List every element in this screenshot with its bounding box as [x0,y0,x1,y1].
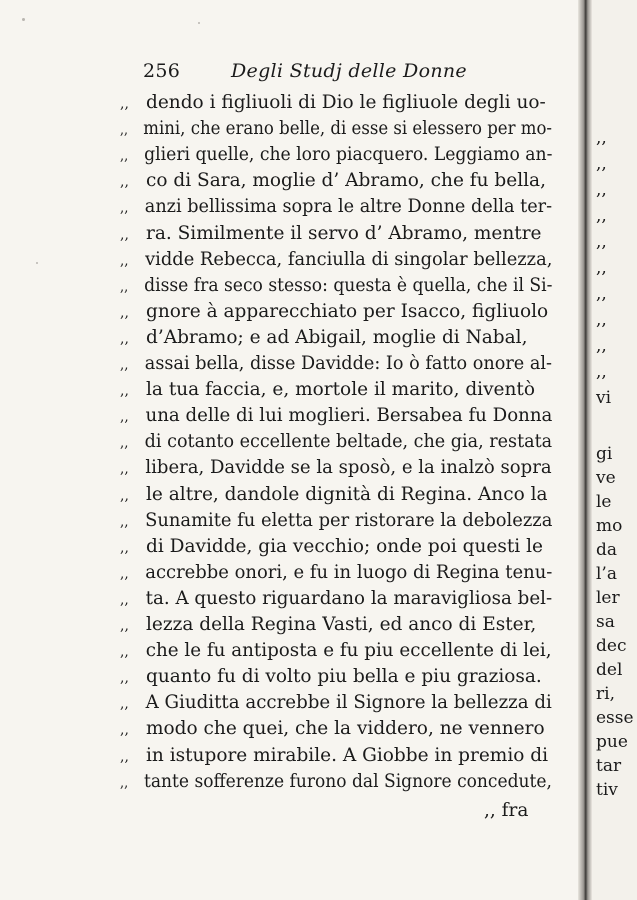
quote-mark: ,, [120,96,129,112]
text-line [120,508,553,533]
line-text: la tua faccia, e, mortole il marito, diventò [146,379,535,401]
right-page-fragment: mo [596,516,623,536]
right-page-fragment: dec [596,636,627,656]
text-line [120,299,552,324]
line-text: accrebbe onori, e fu in luogo di Regina tenu- [145,561,553,583]
quote-mark: ,, [120,330,129,347]
line-text: in istupore mirabile. A Giobbe in premio di [146,744,549,766]
line-text: Sunamite fu eletta per ristorare la debolezza [145,509,553,531]
right-page-fragment: ,, [596,310,607,330]
text-line [120,273,553,298]
text-line [120,221,552,246]
right-page-fragment: ,, [596,128,607,148]
quote-mark: ,, [120,435,129,452]
quote-mark: ,, [120,722,129,739]
text-line [120,455,552,480]
line-text: glieri quelle, che loro piacquero. Leggiamo an- [144,144,553,166]
right-page-fragment: vi [596,388,612,408]
text-line [120,638,552,663]
text-line [120,690,552,715]
line-text: lezza della Regina Vasti, ed anco di Ester, [146,614,537,635]
right-page-fragment: ,, [596,284,607,304]
right-page-fragment: ve [596,468,616,488]
line-text: quanto fu di volto piu bella e piu graziosa. [146,666,542,688]
text-line [120,116,553,141]
running-title: Degli Studj delle Donne [231,60,467,82]
text-line [120,743,552,768]
book-gutter [578,0,592,900]
line-text: di cotanto eccellente beltade, che gia, restata [144,431,553,453]
quote-mark: ,, [120,278,129,295]
text-line [120,586,553,611]
line-text: ta. A questo riguardano la maravigliosa bel- [145,587,553,609]
line-text: una delle di lui moglieri. Bersabea fu Donna [145,405,553,427]
line-text: le altre, dandole dignità di Regina. Anco la [146,483,548,505]
line-text: ra. Similmente il servo d’ Abramo, mentre [146,222,542,244]
line-text: co di Sara, moglie d’ Abramo, che fu bella, [146,170,546,192]
text-line [120,403,553,428]
quote-mark: ,, [120,122,128,139]
text-line [120,194,553,219]
right-page-fragment: le [596,492,612,512]
right-page-fragment: tar [596,756,622,776]
text-line [120,429,553,454]
quote-mark: ,, [120,357,129,373]
quote-mark: ,, [120,383,129,400]
quote-mark: ,, [120,618,129,634]
right-page-fragment: ,, [596,154,607,174]
text-line [120,560,553,585]
line-text: assai bella, disse Davidde: Io ò fatto onore al- [144,353,552,374]
quote-mark: ,, [120,461,129,478]
right-page-fragment: l’a [596,564,617,584]
catchword: ,, fra [484,800,529,821]
text-line [120,168,552,193]
text-line [120,769,552,794]
text-line [120,716,552,741]
line-text: che le fu antiposta e fu piu eccellente di lei, [145,640,552,662]
text-line [120,612,552,637]
line-text: modo che quei, che la viddero, ne vennero [146,718,545,740]
text-line [120,534,552,559]
quote-mark: ,, [120,748,129,765]
text-line [120,377,552,402]
line-text: mini, che erano belle, di esse si elessero per mo- [143,118,553,140]
right-page-fragment: ,, [596,206,607,226]
quote-mark: ,, [120,304,129,321]
quote-mark: ,, [120,513,129,530]
right-page-fragment: tiv [596,780,618,800]
right-page-fragment: sa [596,612,615,632]
text-line [120,142,553,167]
right-page-fragment: ,, [596,362,607,382]
quote-mark: ,, [120,487,129,504]
right-page-edge [592,0,637,900]
quote-mark: ,, [120,409,129,426]
line-text: anzi bellissima sopra le altre Donne della ter- [144,196,553,218]
line-text: dendo i figliuoli di Dio le figliuole degli uo- [146,92,546,113]
right-page-fragment: ri, [596,684,615,704]
line-text: di Davidde, gia vecchio; onde poi questi le [146,535,543,557]
quote-mark: ,, [120,226,129,243]
quote-mark: ,, [120,696,129,713]
right-page-fragment: ,, [596,180,607,200]
text-line [120,664,552,689]
paper-speck [36,262,38,264]
text-line [120,351,552,376]
text-line [120,482,552,507]
right-page-fragment: ler [596,588,620,608]
right-page-fragment: pue [596,732,628,752]
right-page-fragment: ,, [596,336,607,356]
running-header [143,60,543,86]
quote-mark: ,, [120,591,129,608]
quote-mark: ,, [120,774,129,791]
quote-mark: ,, [120,174,129,191]
quote-mark: ,, [120,565,129,582]
line-text: libera, Davidde se la sposò, e la inalzò sopra [145,457,552,479]
paper-speck [22,18,25,21]
quote-mark: ,, [120,539,129,556]
line-text: vidde Rebecca, fanciulla di singolar bellezza, [145,248,553,270]
line-text: tante sofferenze furono dal Signore concedute, [144,770,552,792]
quote-mark: ,, [120,252,129,269]
line-text: A Giuditta accrebbe il Signore la bellezza di [145,692,552,714]
right-page-fragment: gi [596,444,613,464]
right-page-fragment: del [596,660,623,680]
right-page-fragment: ,, [596,258,607,278]
quote-mark: ,, [120,644,129,661]
right-page-fragment: ,, [596,232,607,252]
text-line [120,325,552,350]
quote-mark: ,, [120,670,129,687]
line-text: d’Abramo; e ad Abigail, moglie di Nabal, [146,326,528,348]
paper-speck [198,22,200,24]
page-number: 256 [143,60,181,82]
line-text: disse fra seco stesso: questa è quella, che il Si- [144,274,553,296]
quote-mark: ,, [120,200,129,217]
right-page-fragment: da [596,540,618,560]
right-page-fragment: esse [596,708,634,728]
text-line [120,247,553,272]
quote-mark: ,, [120,148,129,165]
text-line [120,90,552,115]
line-text: gnore à apparecchiato per Isacco, figliuolo [146,300,549,322]
